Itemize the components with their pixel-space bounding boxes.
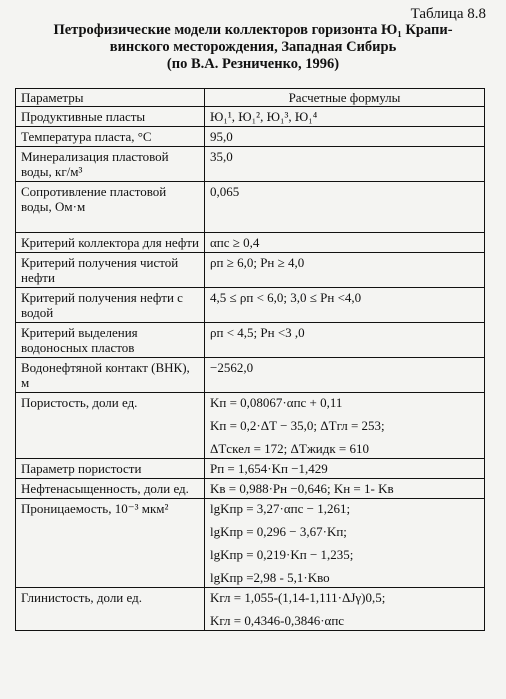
table-row xyxy=(16,588,485,631)
formula-line: ΔTскел = 172; ΔTжидк = 610 xyxy=(210,441,370,456)
table-row xyxy=(16,288,485,323)
header-params: Параметры xyxy=(16,89,205,107)
table-row xyxy=(16,479,485,499)
formula-cell: Kв = 0,988·Pн −0,646; Kн = 1- Kв xyxy=(205,479,485,499)
table-row xyxy=(16,393,485,459)
param-cell: Проницаемость, 10⁻³ мкм² xyxy=(16,499,205,588)
param-cell: Сопротивление пластовой воды, Ом·м xyxy=(16,182,205,233)
formula-line: Kп = 0,2·ΔT − 35,0; ΔTгл = 253; xyxy=(210,418,385,433)
table-row xyxy=(16,323,485,358)
formula-line: Kгл = 1,055-(1,14-1,111·ΔJγ)0,5; xyxy=(210,590,386,605)
petrophysics-table xyxy=(15,88,485,631)
formula-cell xyxy=(205,588,485,631)
table-row xyxy=(16,499,485,588)
formula-cell: ρп < 4,5; Pн <3 ,0 xyxy=(205,323,485,358)
param-cell: Температура пласта, °С xyxy=(16,127,205,147)
param-cell: Нефтенасыщенность, доли ед. xyxy=(16,479,205,499)
param-cell: Критерий коллектора для нефти xyxy=(16,233,205,253)
table-header-row xyxy=(16,89,485,107)
formula-cell xyxy=(205,499,485,588)
formula-line: lgKпр =2,98 - 5,1·Kво xyxy=(210,570,330,585)
title-line-2: винского месторождения, Западная Сибирь xyxy=(109,39,397,55)
param-cell: Параметр пористости xyxy=(16,459,205,479)
table-row xyxy=(16,182,485,233)
formula-cell: Ю₁¹, Ю₁², Ю₁³, Ю₁⁴ xyxy=(205,107,485,127)
formula-cell: 95,0 xyxy=(205,127,485,147)
formula-cell: αпс ≥ 0,4 xyxy=(205,233,485,253)
formula-cell: 0,065 xyxy=(205,182,485,233)
formula-line: lgKпр = 3,27·αпс − 1,261; xyxy=(210,501,351,516)
table-row xyxy=(16,358,485,393)
formula-line: lgKпр = 0,296 − 3,67·Kп; xyxy=(210,524,347,539)
param-cell: Критерий выделения водоносных пластов xyxy=(16,323,205,358)
title-line-1: Петрофизические модели коллекторов горизонта Ю₁ Крапи- xyxy=(53,22,453,38)
table-label: Таблица 8.8 xyxy=(410,6,486,22)
table-row xyxy=(16,147,485,182)
formula-cell xyxy=(205,393,485,459)
formula-cell: 4,5 ≤ ρп < 6,0; 3,0 ≤ Pн <4,0 xyxy=(205,288,485,323)
formula-cell: ρп ≥ 6,0; Pн ≥ 4,0 xyxy=(205,253,485,288)
header-formulas: Расчетные формулы xyxy=(205,89,485,107)
param-cell: Водонефтяной контакт (ВНК), м xyxy=(16,358,205,393)
table-row xyxy=(16,107,485,127)
title-line-3: (по В.А. Резниченко, 1996) xyxy=(166,56,340,72)
formula-line: lgKпр = 0,219·Kп − 1,235; xyxy=(210,547,354,562)
table-row xyxy=(16,253,485,288)
param-cell: Пористость, доли ед. xyxy=(16,393,205,459)
param-cell: Продуктивные пласты xyxy=(16,107,205,127)
param-cell: Минерализация пластовой воды, кг/м³ xyxy=(16,147,205,182)
table-row xyxy=(16,233,485,253)
formula-cell: Pп = 1,654·Kп −1,429 xyxy=(205,459,485,479)
table-row xyxy=(16,127,485,147)
formula-cell: −2562,0 xyxy=(205,358,485,393)
formula-line: Kп = 0,08067·αпс + 0,11 xyxy=(210,395,343,410)
table-row xyxy=(16,459,485,479)
document-title xyxy=(0,22,506,73)
param-cell: Критерий получения нефти с водой xyxy=(16,288,205,323)
formula-cell: 35,0 xyxy=(205,147,485,182)
param-cell: Глинистость, доли ед. xyxy=(16,588,205,631)
param-cell: Критерий получения чистой нефти xyxy=(16,253,205,288)
formula-line: Kгл = 0,4346-0,3846·αпс xyxy=(210,613,345,628)
